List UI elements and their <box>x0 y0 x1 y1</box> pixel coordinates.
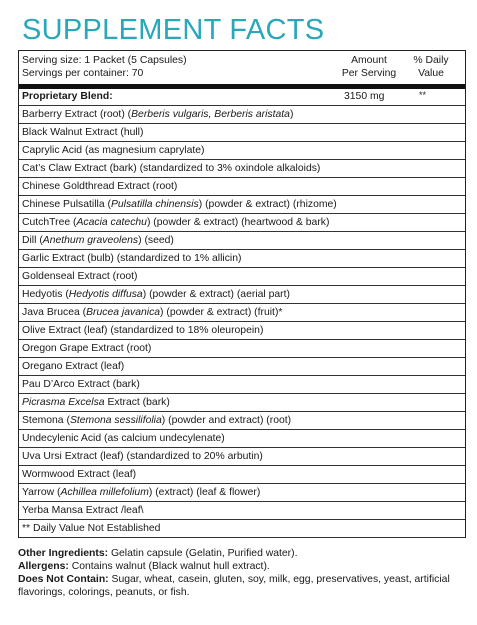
supplement-facts-panel <box>18 50 466 538</box>
ingredient-text: ) (extract) (leaf & flower) <box>148 487 261 498</box>
ingredient-row <box>19 340 465 358</box>
ingredient-latin-name: Stemona sessilifolia <box>69 415 162 426</box>
ingredient-row <box>19 322 465 340</box>
ingredient-text: Java Brucea ( <box>22 307 87 318</box>
ingredient-latin-name: Acacia catechu <box>76 217 147 228</box>
ingredient-text: ) (powder & extract) (aerial part) <box>142 289 290 300</box>
ingredient-text: Barberry Extract (root) ( <box>22 109 132 120</box>
ingredient-text: ) (seed) <box>138 235 174 246</box>
ingredient-row <box>19 142 465 160</box>
ingredient-row <box>19 412 465 430</box>
ingredient-row <box>19 160 465 178</box>
ingredient-text: Oregon Grape Extract (root) <box>22 343 152 354</box>
ingredient-text: Extract (bark) <box>104 397 170 408</box>
dv-heading-line2: Value <box>418 68 444 79</box>
amount-heading-line2: Per Serving <box>341 68 397 79</box>
does-not-contain <box>18 573 464 599</box>
ingredient-text: Yarrow ( <box>22 487 61 498</box>
blend-amount: 3150 mg <box>344 91 385 102</box>
supplement-facts-title: SUPPLEMENT FACTS <box>22 14 325 46</box>
ingredient-text: Dill ( <box>22 235 43 246</box>
blend-name: Proprietary Blend: <box>22 91 113 102</box>
ingredient-text: Cat’s Claw Extract (bark) (standardized to 3% oxindole alkaloids) <box>22 163 321 174</box>
other-ingredients-label: Other Ingredients: <box>18 548 109 559</box>
ingredient-latin-name: Brucea javanica <box>86 307 161 318</box>
ingredient-list <box>19 106 465 520</box>
ingredient-row <box>19 106 465 124</box>
does-not-contain-label: Does Not Contain: <box>18 574 109 585</box>
ingredient-text: Uva Ursi Extract (leaf) (standardized to 20% arbutin) <box>22 451 263 462</box>
ingredient-row <box>19 376 465 394</box>
serving-header <box>19 51 465 89</box>
other-ingredients-text: Gelatin capsule (Gelatin, Purified water). <box>108 548 298 559</box>
ingredient-text: Yerba Mansa Extract /leaf\ <box>22 505 144 516</box>
ingredient-row <box>19 430 465 448</box>
ingredient-row <box>19 196 465 214</box>
ingredient-text: Wormwood Extract (leaf) <box>22 469 137 480</box>
does-not-contain-text: Sugar, wheat, casein, gluten, soy, milk, egg, preservatives, yeast, artificial flavorings, colorings, peanuts, or fish. <box>18 574 450 598</box>
ingredient-text: ) <box>289 109 294 120</box>
ingredient-text: Stemona ( <box>22 415 70 426</box>
other-ingredients <box>18 547 464 560</box>
proprietary-blend-row <box>19 89 465 106</box>
ingredient-text: Black Walnut Extract (hull) <box>22 127 144 138</box>
ingredient-text: ) (powder and extract) (root) <box>161 415 292 426</box>
label-footer <box>18 547 464 599</box>
amount-per-serving-heading <box>337 54 401 80</box>
ingredient-text: Goldenseal Extract (root) <box>22 271 138 282</box>
ingredient-row <box>19 466 465 484</box>
ingredient-text: Undecylenic Acid (as calcium undecylenate) <box>22 433 225 444</box>
ingredient-text: ) (powder & extract) (fruit)* <box>160 307 283 318</box>
ingredient-text: ) (powder & extract) (rhizome) <box>198 199 337 210</box>
ingredient-latin-name: Anethum graveolens <box>42 235 139 246</box>
ingredient-text: Chinese Pulsatilla ( <box>22 199 111 210</box>
ingredient-row <box>19 232 465 250</box>
ingredient-latin-name: Picrasma Excelsa <box>22 397 105 408</box>
ingredient-row <box>19 394 465 412</box>
ingredient-row <box>19 268 465 286</box>
ingredient-row <box>19 250 465 268</box>
ingredient-row <box>19 358 465 376</box>
blend-daily-value: ** <box>419 90 427 100</box>
dv-heading-line1: % Daily <box>413 55 449 66</box>
ingredient-latin-name: Achillea millefolium <box>60 487 149 498</box>
serving-size: Serving size: 1 Packet (5 Capsules) <box>22 55 187 66</box>
ingredient-text: Caprylic Acid (as magnesium caprylate) <box>22 145 205 156</box>
allergens-label: Allergens: <box>18 561 69 572</box>
daily-value-note: ** Daily Value Not Established <box>19 520 465 538</box>
ingredient-row <box>19 214 465 232</box>
ingredient-text: Olive Extract (leaf) (standardized to 18% oleuropein) <box>22 325 264 336</box>
ingredient-text: ) (powder & extract) (heartwood & bark) <box>146 217 330 228</box>
ingredient-row <box>19 502 465 520</box>
ingredient-text: Chinese Goldthread Extract (root) <box>22 181 178 192</box>
amount-heading-line1: Amount <box>351 55 387 66</box>
ingredient-text: Hedyotis ( <box>22 289 69 300</box>
ingredient-row <box>19 124 465 142</box>
ingredient-latin-name: Hedyotis diffusa <box>68 289 143 300</box>
ingredient-latin-name: Berberis vulgaris, Berberis aristata <box>131 109 290 120</box>
allergens-text: Contains walnut (Black walnut hull extract). <box>68 561 270 572</box>
ingredient-row <box>19 448 465 466</box>
ingredient-text: Pau D’Arco Extract (bark) <box>22 379 140 390</box>
ingredient-row <box>19 286 465 304</box>
daily-value-heading <box>401 54 461 80</box>
ingredient-row <box>19 484 465 502</box>
ingredient-text: Garlic Extract (bulb) (standardized to 1% allicin) <box>22 253 242 264</box>
servings-per-container: Servings per container: 70 <box>22 68 144 79</box>
ingredient-latin-name: Pulsatilla chinensis <box>110 199 199 210</box>
ingredient-text: CutchTree ( <box>22 217 77 228</box>
ingredient-row <box>19 304 465 322</box>
ingredient-row <box>19 178 465 196</box>
allergens <box>18 560 464 573</box>
ingredient-text: Oregano Extract (leaf) <box>22 361 125 372</box>
